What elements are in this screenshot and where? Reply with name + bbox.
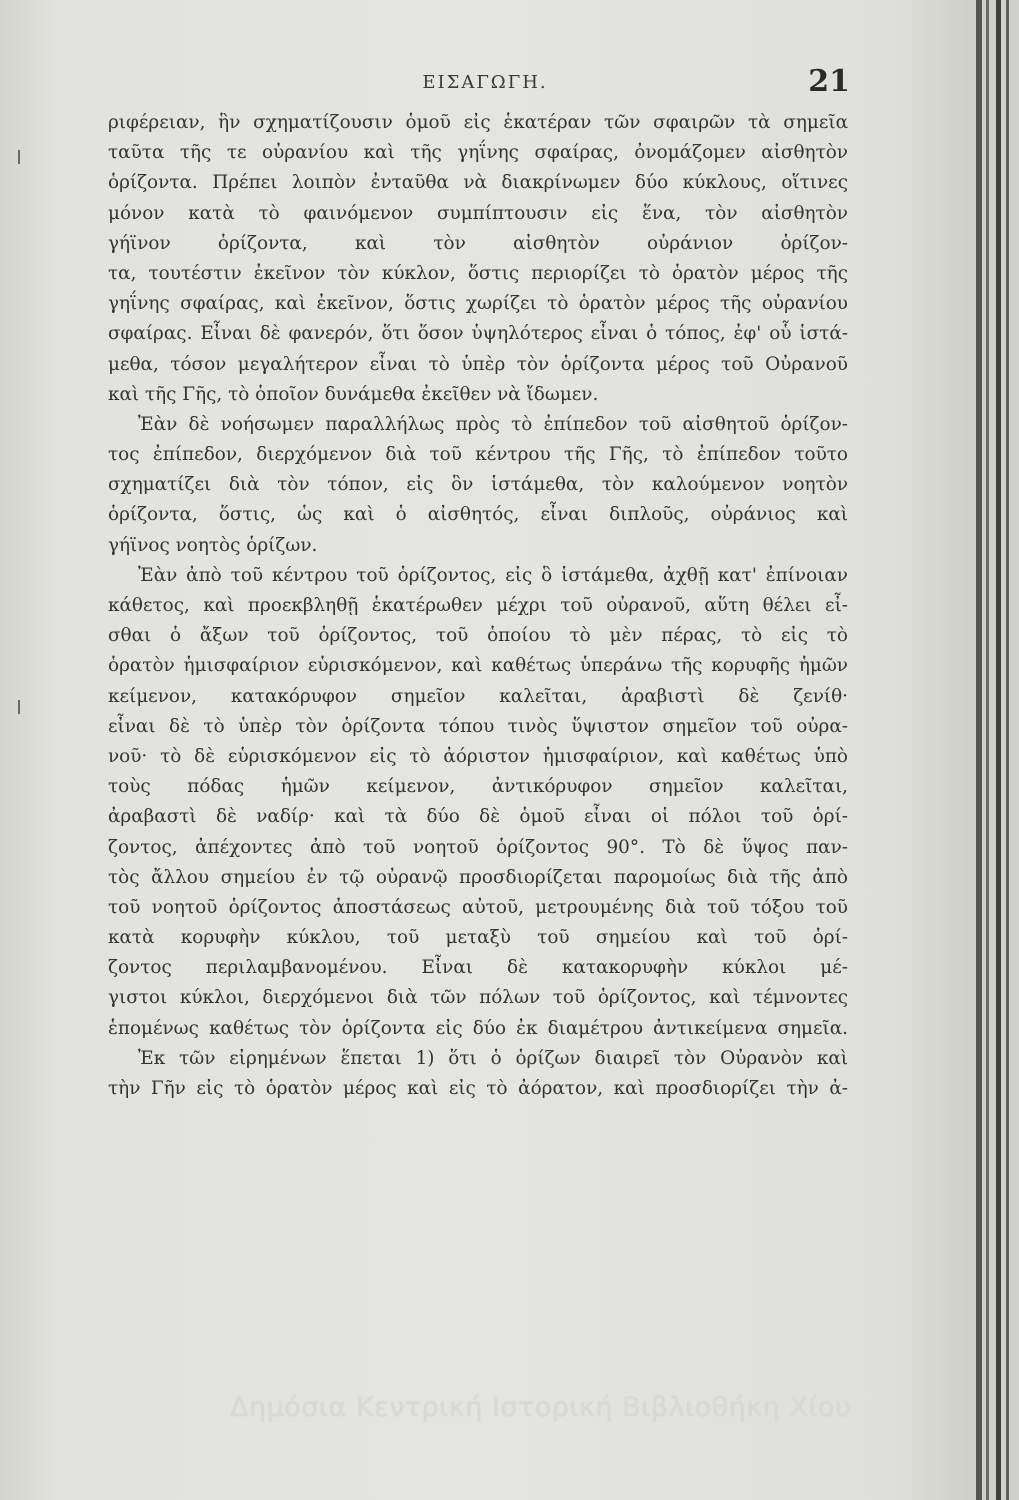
text-line: νοῦ· τὸ δὲ εὑρισκόμενον εἰς τὸ ἀόριστον ἡμισφαίριον, καὶ καθέτως ὑπὸ (108, 745, 848, 767)
page-number: 21 (808, 64, 850, 99)
text-line: ζοντος περιλαμβανομένου. Εἶναι δὲ κατακορυφὴν κύκλοι μέ- (108, 957, 848, 979)
text-line: μόνον κατὰ τὸ φαινόμενον συμπίπτουσιν εἰς ἕνα, τὸν αἰσθητὸν (108, 202, 848, 224)
text-line: εἶναι δὲ τὸ ὑπὲρ τὸν ὁρίζοντα τόπου τινὸς ὕψιστον σημεῖον τοῦ οὐρα- (108, 715, 848, 737)
page-header (120, 66, 850, 106)
text-line: ζοντος, ἀπέχοντες ἀπὸ τοῦ νοητοῦ ὁρίζοντος 90°. Τὸ δὲ ὕψος παν- (108, 836, 848, 858)
text-line: ὁρίζοντα, ὅστις, ὡς καὶ ὁ αἰσθητός, εἶναι διπλοῦς, οὐράνιος καὶ (108, 504, 848, 526)
page-edge (1006, 0, 1009, 1500)
text-line: κάθετος, καὶ προεκβληθῇ ἑκατέρωθεν μέχρι τοῦ οὐρανοῦ, αὕτη θέλει εἶ- (108, 595, 848, 616)
text-line: τοὺς πόδας ἡμῶν κείμενον, ἀντικόρυφον σημεῖον καλεῖται, (108, 776, 848, 798)
body-text (108, 108, 848, 1104)
library-watermark: Δημόσια Κεντρική Ιστορική Βιβλιοθήκη Χίου (230, 1392, 852, 1423)
text-line: τὴν Γῆν εἰς τὸ ὁρατὸν μέρος καὶ εἰς τὸ ἀόρατον, καὶ προσδιορίζει τὴν ἀ- (108, 1078, 848, 1099)
text-line: Ἐὰν δὲ νοήσωμεν παραλλήλως πρὸς τὸ ἐπίπεδον τοῦ αἰσθητοῦ ὁρίζον- (138, 413, 848, 435)
text-line: σφαίρας. Εἶναι δὲ φανερόν, ὅτι ὅσον ὑψηλότερος εἶναι ὁ τόπος, ἐφ' οὗ ἱστά- (108, 323, 848, 345)
text-line: τος ἐπίπεδον, διερχόμενον διὰ τοῦ κέντρου τῆς Γῆς, τὸ ἐπίπεδον τοῦτο (108, 444, 848, 466)
page-edge (986, 0, 989, 1500)
text-line: σχηματίζει διὰ τὸν τόπον, εἰς ὃν ἱστάμεθα, τὸν καλούμενον νοητὸν (108, 474, 848, 496)
text-line: ταῦτα τῆς τε οὐρανίου καὶ τῆς γηΐνης σφαίρας, ὀνομάζομεν αἰσθητὸν (108, 142, 848, 164)
text-line: γιστοι κύκλοι, διερχόμενοι διὰ τῶν πόλων τοῦ ὁρίζοντος, καὶ τέμνοντες (108, 987, 848, 1009)
text-line: μεθα, τόσον μεγαλήτερον εἶναι τὸ ὑπὲρ τὸν ὁρίζοντα μέρος τοῦ Οὐρανοῦ (108, 353, 848, 375)
text-line: ὁρατὸν ἡμισφαίριον εὑρισκόμενον, καὶ καθέτως ὑπεράνω τῆς κορυφῆς ἡμῶν (108, 655, 848, 677)
text-line: ὁρίζοντα. Πρέπει λοιπὸν ἐνταῦθα νὰ διακρίνωμεν δύο κύκλους, οἵτινες (108, 172, 848, 194)
text-line: καὶ τῆς Γῆς, τὸ ὁποῖον δυνάμεθα ἐκεῖθεν νὰ ἴδωμεν. (108, 383, 599, 405)
margin-mark (18, 150, 20, 164)
text-line: κατὰ κορυφὴν κύκλου, τοῦ μεταξὺ τοῦ σημείου καὶ τοῦ ὁρί- (108, 927, 848, 949)
text-line: ἀραβαστὶ δὲ ναδίρ· καὶ τὰ δύο δὲ ὁμοῦ εἶναι οἱ πόλοι τοῦ ὁρί- (108, 806, 848, 828)
text-line: σθαι ὁ ἄξων τοῦ ὁρίζοντος, τοῦ ὁποίου τὸ μὲν πέρας, τὸ εἰς τὸ (108, 625, 848, 647)
page-edge (976, 0, 982, 1500)
text-line: κείμενον, κατακόρυφον σημεῖον καλεῖται, ἀραβιστὶ δὲ ζενίθ· (108, 685, 848, 707)
text-line: γήϊνος νοητὸς ὁρίζων. (108, 534, 318, 556)
text-line: ἑπομένως καθέτως τὸν ὁρίζοντα εἰς δύο ἐκ διαμέτρου ἀντικείμενα σημεῖα. (108, 1017, 848, 1039)
text-line: τα, τουτέστιν ἐκεῖνον τὸν κύκλον, ὅστις περιορίζει τὸ ὁρατὸν μέρος τῆς (108, 262, 848, 284)
text-line: Ἐὰν ἀπὸ τοῦ κέντρου τοῦ ὁρίζοντος, εἰς ὃ ἱστάμεθα, ἀχθῇ κατ' ἐπίνοιαν (138, 564, 848, 586)
text-line: τὸς ἄλλου σημείου ἐν τῷ οὐρανῷ προσδιορίζεται παρομοίως διὰ τῆς ἀπὸ (108, 866, 848, 888)
text-line: γηΐνης σφαίρας, καὶ ἐκεῖνον, ὅστις χωρίζει τὸ ὁρατὸν μέρος τῆς οὐρανίου (108, 293, 848, 315)
text-line: Ἐκ τῶν εἰρημένων ἕπεται 1) ὅτι ὁ ὁρίζων διαιρεῖ τὸν Οὐρανὸν καὶ (138, 1047, 848, 1069)
text-line: ριφέρειαν, ἣν σχηματίζουσιν ὁμοῦ εἰς ἑκατέραν τῶν σφαιρῶν τὰ σημεῖα (108, 112, 848, 133)
text-line: τοῦ νοητοῦ ὁρίζοντος ἀποστάσεως αὐτοῦ, μετρουμένης διὰ τοῦ τόξου τοῦ (108, 896, 848, 918)
running-head: ΕΙΣΑΓΩΓΗ. (422, 72, 548, 93)
margin-mark (18, 700, 20, 714)
text-line: γήϊνον ὁρίζοντα, καὶ τὸν αἰσθητὸν οὐράνιον ὁρίζον- (108, 232, 848, 254)
page-edge (996, 0, 1001, 1500)
